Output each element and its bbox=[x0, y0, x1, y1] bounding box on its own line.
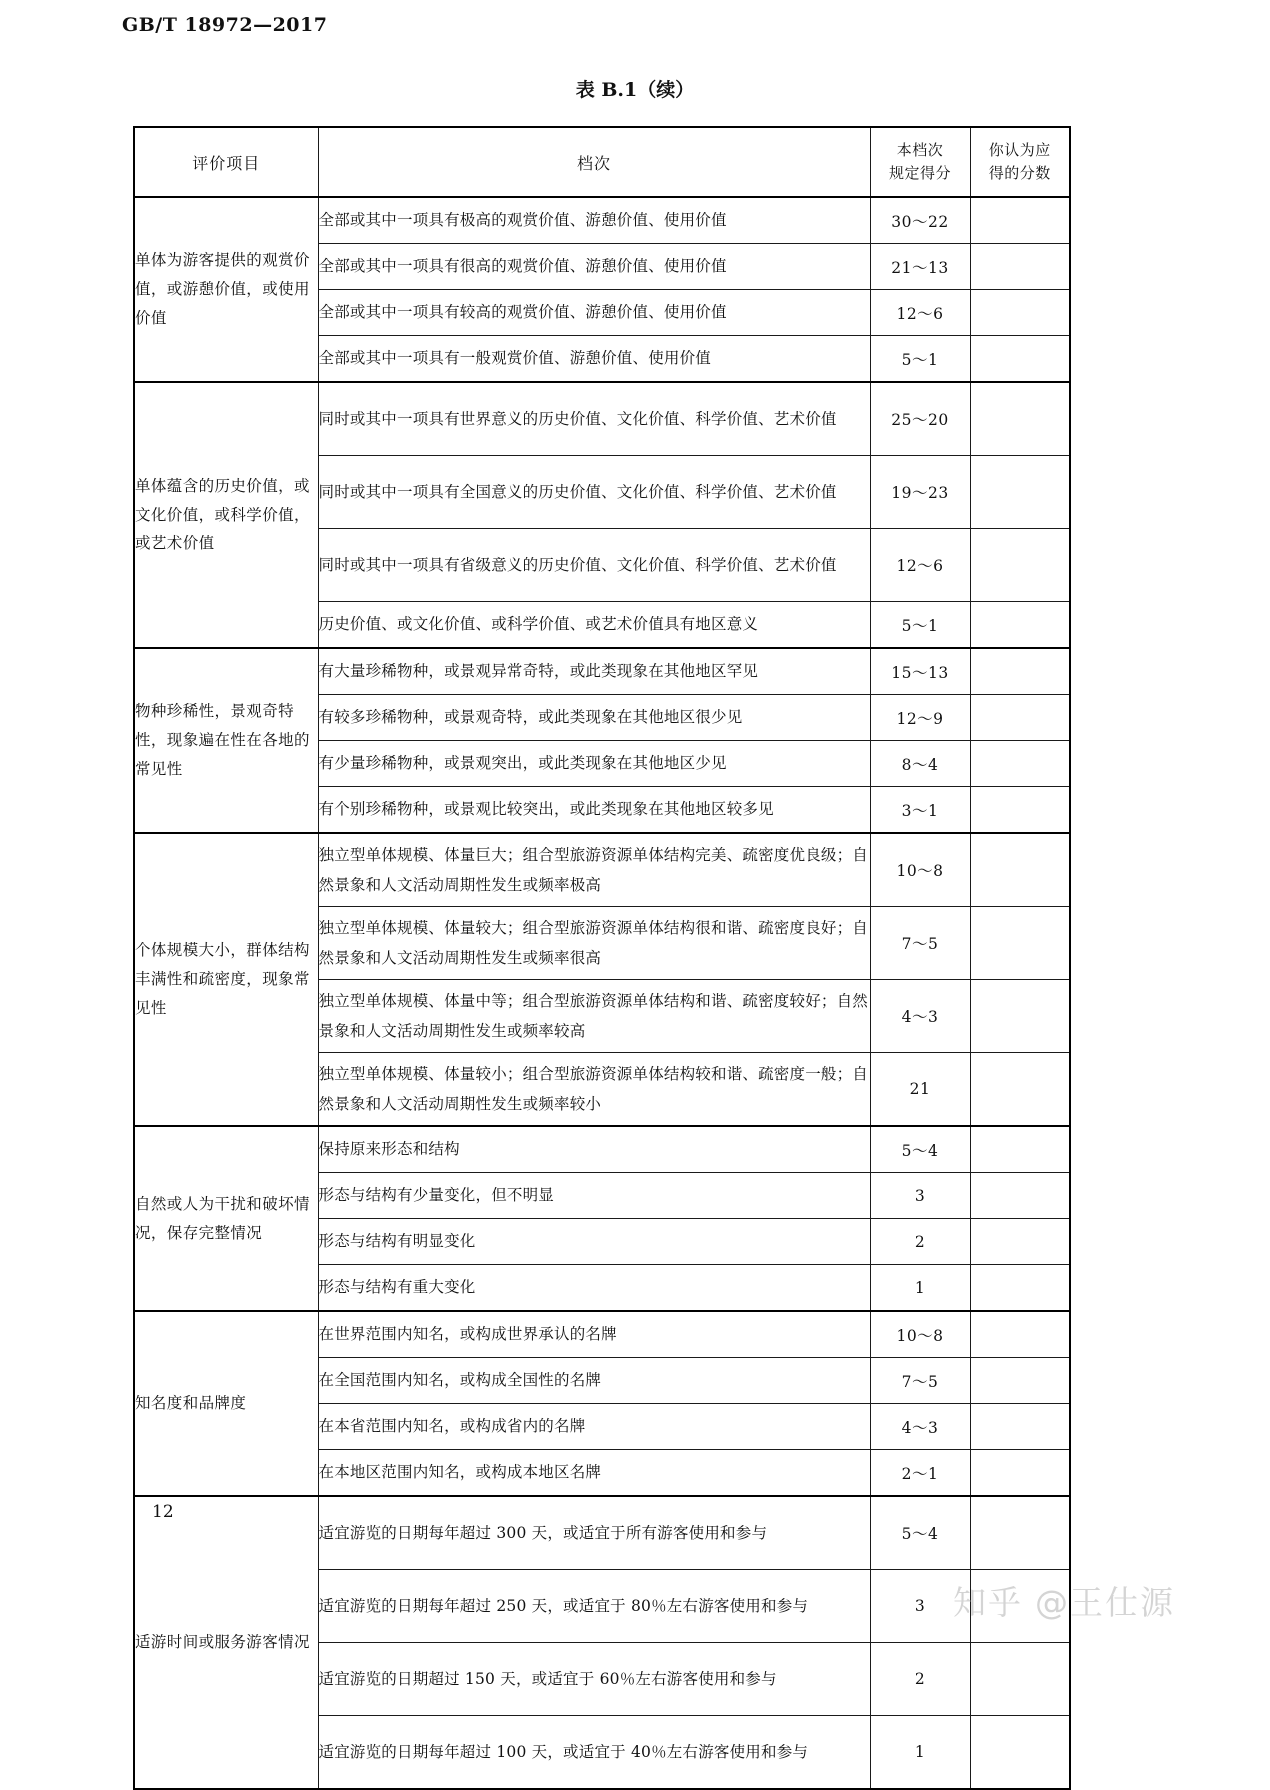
user-score-entry-cell[interactable] bbox=[970, 1265, 1070, 1312]
prescribed-score-cell: 15～13 bbox=[870, 648, 970, 695]
prescribed-score-cell: 2 bbox=[870, 1219, 970, 1265]
user-score-entry-cell[interactable] bbox=[970, 980, 1070, 1053]
grade-description-cell: 同时或其中一项具有全国意义的历史价值、文化价值、科学价值、艺术价值 bbox=[318, 456, 870, 529]
grade-description-cell: 有较多珍稀物种，或景观奇特，或此类现象在其他地区很少见 bbox=[318, 695, 870, 741]
user-score-entry-cell[interactable] bbox=[970, 1173, 1070, 1219]
evaluation-item-cell: 知名度和品牌度 bbox=[134, 1311, 318, 1496]
prescribed-score-cell: 10～8 bbox=[870, 833, 970, 907]
grade-description-cell: 独立型单体规模、体量较小；组合型旅游资源单体结构较和谐、疏密度一般；自然景象和人文活动周期性发生或频率较小 bbox=[318, 1053, 870, 1127]
table-row bbox=[134, 1496, 1070, 1570]
prescribed-score-cell: 5～1 bbox=[870, 602, 970, 649]
evaluation-score-table bbox=[133, 126, 1071, 1790]
user-score-entry-cell[interactable] bbox=[970, 1053, 1070, 1127]
prescribed-score-cell: 2 bbox=[870, 1643, 970, 1716]
prescribed-score-cell: 12～6 bbox=[870, 290, 970, 336]
evaluation-item-cell: 个体规模大小，群体结构丰满性和疏密度，现象常见性 bbox=[134, 833, 318, 1126]
user-score-entry-cell[interactable] bbox=[970, 1358, 1070, 1404]
grade-description-cell: 有大量珍稀物种，或景观异常奇特，或此类现象在其他地区罕见 bbox=[318, 648, 870, 695]
grade-description-cell: 形态与结构有少量变化，但不明显 bbox=[318, 1173, 870, 1219]
grade-description-cell: 保持原来形态和结构 bbox=[318, 1126, 870, 1173]
grade-description-cell: 有少量珍稀物种，或景观突出，或此类现象在其他地区少见 bbox=[318, 741, 870, 787]
prescribed-score-cell: 8～4 bbox=[870, 741, 970, 787]
user-score-entry-cell[interactable] bbox=[970, 336, 1070, 383]
table-header-row bbox=[134, 127, 1070, 197]
grade-description-cell: 同时或其中一项具有世界意义的历史价值、文化价值、科学价值、艺术价值 bbox=[318, 382, 870, 456]
grade-description-cell: 全部或其中一项具有很高的观赏价值、游憩价值、使用价值 bbox=[318, 244, 870, 290]
grade-description-cell: 全部或其中一项具有较高的观赏价值、游憩价值、使用价值 bbox=[318, 290, 870, 336]
prescribed-score-cell: 3 bbox=[870, 1173, 970, 1219]
watermark-logo: 知乎 bbox=[953, 1583, 1023, 1622]
table-row bbox=[134, 382, 1070, 456]
user-score-entry-cell[interactable] bbox=[970, 1450, 1070, 1497]
user-score-entry-cell[interactable] bbox=[970, 648, 1070, 695]
column-header-user-score bbox=[970, 127, 1070, 197]
evaluation-table-container bbox=[133, 126, 1069, 1790]
grade-description-cell: 在世界范围内知名，或构成世界承认的名牌 bbox=[318, 1311, 870, 1358]
grade-description-cell: 在全国范围内知名，或构成全国性的名牌 bbox=[318, 1358, 870, 1404]
table-row bbox=[134, 1126, 1070, 1173]
table-row bbox=[134, 833, 1070, 907]
column-header-score-line2: 规定得分 bbox=[888, 164, 951, 182]
user-score-entry-cell[interactable] bbox=[970, 290, 1070, 336]
user-score-entry-cell[interactable] bbox=[970, 1643, 1070, 1716]
evaluation-item-cell: 单体为游客提供的观赏价值，或游憩价值，或使用价值 bbox=[134, 197, 318, 382]
user-score-entry-cell[interactable] bbox=[970, 1496, 1070, 1570]
table-row bbox=[134, 648, 1070, 695]
grade-description-cell: 同时或其中一项具有省级意义的历史价值、文化价值、科学价值、艺术价值 bbox=[318, 529, 870, 602]
prescribed-score-cell: 5～4 bbox=[870, 1496, 970, 1570]
user-score-entry-cell[interactable] bbox=[970, 787, 1070, 834]
grade-description-cell: 独立型单体规模、体量巨大；组合型旅游资源单体结构完美、疏密度优良级；自然景象和人文活动周期性发生或频率极高 bbox=[318, 833, 870, 907]
prescribed-score-cell: 25～20 bbox=[870, 382, 970, 456]
user-score-entry-cell[interactable] bbox=[970, 1311, 1070, 1358]
prescribed-score-cell: 1 bbox=[870, 1265, 970, 1312]
table-body bbox=[134, 197, 1070, 1789]
grade-description-cell: 有个别珍稀物种，或景观比较突出，或此类现象在其他地区较多见 bbox=[318, 787, 870, 834]
grade-description-cell: 适宜游览的日期每年超过 250 天，或适宜于 80％左右游客使用和参与 bbox=[318, 1570, 870, 1643]
prescribed-score-cell: 10～8 bbox=[870, 1311, 970, 1358]
standard-code-header: GB/T 18972—2017 bbox=[122, 14, 328, 36]
user-score-entry-cell[interactable] bbox=[970, 1219, 1070, 1265]
evaluation-item-cell: 物种珍稀性，景观奇特性，现象遍在性在各地的常见性 bbox=[134, 648, 318, 833]
prescribed-score-cell: 7～5 bbox=[870, 907, 970, 980]
prescribed-score-cell: 19～23 bbox=[870, 456, 970, 529]
watermark bbox=[953, 1577, 1175, 1624]
table-row bbox=[134, 197, 1070, 244]
grade-description-cell: 形态与结构有明显变化 bbox=[318, 1219, 870, 1265]
prescribed-score-cell: 3～1 bbox=[870, 787, 970, 834]
prescribed-score-cell: 12～6 bbox=[870, 529, 970, 602]
user-score-entry-cell[interactable] bbox=[970, 456, 1070, 529]
user-score-entry-cell[interactable] bbox=[970, 1404, 1070, 1450]
column-header-score-line1: 本档次 bbox=[896, 140, 944, 159]
table-caption: 表 B.1（续） bbox=[575, 79, 695, 101]
prescribed-score-cell: 2～1 bbox=[870, 1450, 970, 1497]
user-score-entry-cell[interactable] bbox=[970, 244, 1070, 290]
grade-description-cell: 在本地区范围内知名，或构成本地区名牌 bbox=[318, 1450, 870, 1497]
page-number: 12 bbox=[152, 1502, 174, 1522]
user-score-entry-cell[interactable] bbox=[970, 695, 1070, 741]
grade-description-cell: 全部或其中一项具有一般观赏价值、游憩价值、使用价值 bbox=[318, 336, 870, 383]
user-score-entry-cell[interactable] bbox=[970, 382, 1070, 456]
prescribed-score-cell: 21 bbox=[870, 1053, 970, 1127]
watermark-username: @王仕源 bbox=[1035, 1583, 1175, 1622]
user-score-entry-cell[interactable] bbox=[970, 907, 1070, 980]
user-score-entry-cell[interactable] bbox=[970, 197, 1070, 244]
prescribed-score-cell: 7～5 bbox=[870, 1358, 970, 1404]
user-score-entry-cell[interactable] bbox=[970, 833, 1070, 907]
column-header-grade: 档次 bbox=[318, 127, 870, 197]
prescribed-score-cell: 5～1 bbox=[870, 336, 970, 383]
prescribed-score-cell: 30～22 bbox=[870, 197, 970, 244]
user-score-entry-cell[interactable] bbox=[970, 1126, 1070, 1173]
grade-description-cell: 历史价值、或文化价值、或科学价值、或艺术价值具有地区意义 bbox=[318, 602, 870, 649]
prescribed-score-cell: 21～13 bbox=[870, 244, 970, 290]
column-header-score bbox=[870, 127, 970, 197]
grade-description-cell: 在本省范围内知名，或构成省内的名牌 bbox=[318, 1404, 870, 1450]
prescribed-score-cell: 4～3 bbox=[870, 980, 970, 1053]
grade-description-cell: 形态与结构有重大变化 bbox=[318, 1265, 870, 1312]
grade-description-cell: 独立型单体规模、体量中等；组合型旅游资源单体结构和谐、疏密度较好；自然景象和人文活动周期性发生或频率较高 bbox=[318, 980, 870, 1053]
user-score-entry-cell[interactable] bbox=[970, 602, 1070, 649]
evaluation-item-cell: 单体蕴含的历史价值，或文化价值，或科学价值，或艺术价值 bbox=[134, 382, 318, 648]
prescribed-score-cell: 5～4 bbox=[870, 1126, 970, 1173]
grade-description-cell: 适宜游览的日期超过 150 天，或适宜于 60％左右游客使用和参与 bbox=[318, 1643, 870, 1716]
column-header-user-score-line2: 得的分数 bbox=[988, 164, 1051, 182]
evaluation-item-cell: 适游时间或服务游客情况 bbox=[134, 1496, 318, 1789]
column-header-item: 评价项目 bbox=[134, 127, 318, 197]
user-score-entry-cell[interactable] bbox=[970, 1716, 1070, 1790]
user-score-entry-cell[interactable] bbox=[970, 529, 1070, 602]
table-row bbox=[134, 1311, 1070, 1358]
prescribed-score-cell: 3 bbox=[870, 1570, 970, 1643]
grade-description-cell: 全部或其中一项具有极高的观赏价值、游憩价值、使用价值 bbox=[318, 197, 870, 244]
grade-description-cell: 适宜游览的日期每年超过 300 天，或适宜于所有游客使用和参与 bbox=[318, 1496, 870, 1570]
prescribed-score-cell: 1 bbox=[870, 1716, 970, 1790]
grade-description-cell: 适宜游览的日期每年超过 100 天，或适宜于 40％左右游客使用和参与 bbox=[318, 1716, 870, 1790]
prescribed-score-cell: 12～9 bbox=[870, 695, 970, 741]
user-score-entry-cell[interactable] bbox=[970, 741, 1070, 787]
prescribed-score-cell: 4～3 bbox=[870, 1404, 970, 1450]
column-header-user-score-line1: 你认为应 bbox=[988, 140, 1051, 159]
grade-description-cell: 独立型单体规模、体量较大；组合型旅游资源单体结构很和谐、疏密度良好；自然景象和人文活动周期性发生或频率很高 bbox=[318, 907, 870, 980]
evaluation-item-cell: 自然或人为干扰和破坏情况，保存完整情况 bbox=[134, 1126, 318, 1311]
